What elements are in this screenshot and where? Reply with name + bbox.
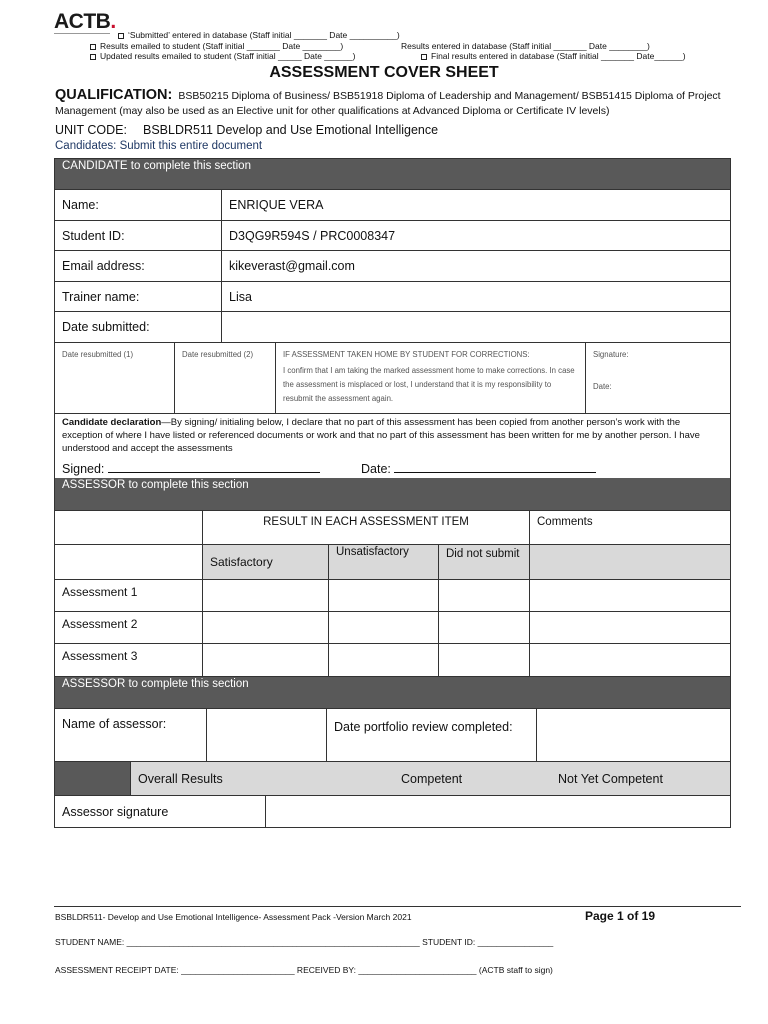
blank-cell: [55, 511, 202, 544]
unsatisfactory-cell[interactable]: [328, 644, 438, 676]
overall-dark-cell: [55, 762, 130, 795]
signed-label: Signed:: [62, 462, 105, 476]
comments-sub: [529, 545, 730, 579]
qualification-label: QUALIFICATION:: [55, 87, 173, 103]
assessment-row: [55, 579, 730, 611]
office-check-emailed: Results emailed to student (Staff initial _______ Date ________): [90, 41, 343, 51]
overall-results-label: Overall Results: [138, 771, 223, 786]
checkbox-icon: [421, 54, 427, 60]
unit-code-value: BSBLDR511 Develop and Use Emotional Intelligence: [143, 123, 439, 137]
field-label: Student ID:: [62, 228, 125, 243]
field-value-trainer[interactable]: Lisa: [221, 282, 730, 311]
field-row-name: [55, 189, 730, 220]
unit-code: [55, 123, 438, 137]
assessor-name-value[interactable]: [206, 709, 326, 761]
col-did-not-submit: Did not submit: [438, 545, 529, 579]
logo-dot: .: [110, 10, 116, 33]
assessor-signature-row: [55, 795, 730, 828]
results-subheader-row: [55, 544, 730, 579]
signed-line: [108, 463, 320, 473]
field-label: Date submitted:: [62, 320, 150, 334]
take-home-notice: [275, 343, 585, 413]
office-check-final: Final results entered in database (Staff initial _______ Date______): [421, 51, 686, 61]
cover-sheet-table: [54, 158, 731, 828]
candidate-section-header: CANDIDATE to complete this section: [55, 159, 730, 189]
unsatisfactory-cell[interactable]: [328, 612, 438, 643]
take-home-text: I confirm that I am taking the marked assessment home to make corrections. In case the assessment is misplaced or lost, I understand that it is my responsibility to resubmit the assessment again.: [283, 366, 575, 403]
logo-text: ACTB: [54, 10, 111, 33]
comments-header: Comments: [529, 511, 730, 544]
footer-doc-ref: BSBLDR511- Develop and Use Emotional Intelligence- Assessment Pack -Version March 2021: [55, 912, 412, 922]
not-submit-cell[interactable]: [438, 644, 529, 676]
checkbox-icon: [90, 44, 96, 50]
field-label: Name:: [62, 198, 99, 212]
not-yet-competent-option[interactable]: Not Yet Competent: [558, 771, 663, 786]
col-unsatisfactory: Unsatisfactory: [328, 545, 438, 579]
take-home-date-label: Date:: [593, 382, 612, 391]
qualification-block: [55, 88, 735, 119]
field-value-student-id[interactable]: D3QG9R594S / PRC0008347: [221, 221, 730, 250]
overall-results-row: [55, 761, 730, 795]
not-submit-cell[interactable]: [438, 580, 529, 611]
field-value-name[interactable]: ENRIQUE VERA: [221, 190, 730, 220]
blank-cell: [55, 545, 202, 579]
declaration-bold: Candidate declaration: [62, 417, 162, 428]
assessor-name-row: [55, 708, 730, 761]
not-submit-cell[interactable]: [438, 612, 529, 643]
field-row-trainer: [55, 281, 730, 311]
portfolio-review-value[interactable]: [536, 709, 730, 761]
declaration-text: —By signing/ initialing below, I declare that no part of this assessment has been copied from another person’s work with the exception of where I have listed or referenced documents or work and that no part of this assessment has been written for me by another person. I have understood and accept the assessments: [62, 417, 700, 454]
qualification-text: BSB50215 Diploma of Business/ BSB51918 Diploma of Leadership and Management/ BSB51415 Diploma of Project Management (may also be used as an Elective unit for other qualifications at Advanced Diploma or Certificate IV levels): [55, 90, 721, 117]
assessor-name-label: Name of assessor:: [62, 717, 167, 731]
satisfactory-cell[interactable]: [202, 580, 328, 611]
take-home-sign[interactable]: [585, 343, 730, 413]
field-row-email: [55, 250, 730, 281]
unit-code-label: UNIT CODE:: [55, 123, 127, 137]
footer-student-line[interactable]: STUDENT NAME: ______________________________________________________________ STUDENT ID: ________________: [55, 937, 554, 947]
col-satisfactory: Satisfactory: [202, 545, 328, 579]
overall-results-cell: [130, 762, 730, 795]
assessor-section-header: ASSESSOR to complete this section: [55, 478, 730, 510]
actb-logo: [54, 10, 116, 34]
resubmitted-2[interactable]: Date resubmitted (2): [174, 343, 275, 413]
assessor-signature-value[interactable]: [265, 796, 730, 828]
satisfactory-cell[interactable]: [202, 612, 328, 643]
logo-underline: [54, 33, 110, 34]
field-row-date-submitted: [55, 311, 730, 342]
comments-cell[interactable]: [529, 612, 730, 643]
comments-cell[interactable]: [529, 644, 730, 676]
declaration-row: [55, 413, 730, 478]
satisfactory-cell[interactable]: [202, 644, 328, 676]
date-line: [394, 463, 596, 473]
assessment-label: Assessment 3: [62, 649, 138, 663]
portfolio-review-label: Date portfolio review completed:: [326, 709, 536, 761]
assessment-label: Assessment 2: [62, 617, 138, 631]
footer-receipt-line[interactable]: ASSESSMENT RECEIPT DATE: ________________________ RECEIVED BY: _________________________ (ACTB staff to sign): [55, 965, 553, 975]
assessor-section-header-2: ASSESSOR to complete this section: [55, 676, 730, 708]
office-check-submitted: ‘Submitted’ entered in database (Staff initial _______ Date __________): [118, 30, 400, 40]
competent-option[interactable]: Competent: [401, 771, 463, 786]
date-label: Date:: [361, 462, 391, 476]
result-header: RESULT IN EACH ASSESSMENT ITEM: [202, 511, 529, 544]
assessor-signature-label: Assessor signature: [62, 805, 169, 819]
page-title: ASSESSMENT COVER SHEET: [269, 64, 499, 81]
page-number: Page 1 of 19: [585, 909, 656, 923]
take-home-title: IF ASSESSMENT TAKEN HOME BY STUDENT FOR CORRECTIONS:: [283, 350, 530, 359]
unsatisfactory-cell[interactable]: [328, 580, 438, 611]
footer-divider: [54, 906, 741, 907]
declaration-date-field[interactable]: [361, 462, 596, 476]
office-check-entered: Results entered in database (Staff initial _______ Date ________): [401, 41, 650, 51]
field-value-date-submitted[interactable]: [221, 312, 730, 342]
field-label: Trainer name:: [62, 289, 140, 304]
checkbox-icon: [118, 33, 124, 39]
comments-cell[interactable]: [529, 580, 730, 611]
field-value-email[interactable]: kikeverast@gmail.com: [221, 251, 730, 281]
assessment-label: Assessment 1: [62, 585, 138, 599]
resubmitted-1[interactable]: Date resubmitted (1): [62, 350, 134, 359]
checkbox-icon: [90, 54, 96, 60]
take-home-signature-label: Signature:: [593, 350, 629, 359]
assessment-row: [55, 643, 730, 676]
results-header-row: [55, 510, 730, 544]
assessment-row: [55, 611, 730, 643]
office-check-updated: Updated results emailed to student (Staff initial _____ Date ______): [90, 51, 355, 61]
candidate-declaration: [55, 414, 730, 457]
field-label: Email address:: [62, 259, 145, 273]
signed-field[interactable]: [62, 462, 320, 476]
field-row-student-id: [55, 220, 730, 250]
submit-note: Candidates: Submit this entire document: [55, 140, 263, 152]
resubmission-row: [55, 342, 730, 413]
